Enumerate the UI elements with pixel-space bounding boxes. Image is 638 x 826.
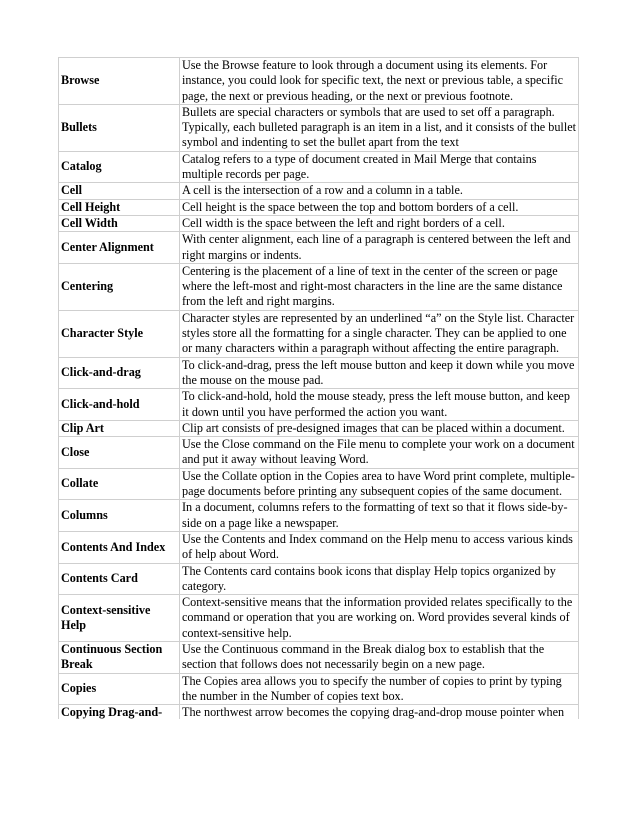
glossary-term: Catalog [59, 151, 180, 183]
glossary-definition: Catalog refers to a type of document created in Mail Merge that contains multiple records per page. [180, 151, 579, 183]
glossary-term: Click-and-drag [59, 357, 180, 389]
glossary-term: Click-and-hold [59, 389, 180, 421]
glossary-definition: Character styles are represented by an underlined “a” on the Style list. Character styles store all the formatting for a single character. They can be applied to one or many characters within a paragraph without affecting the entire paragraph. [180, 310, 579, 357]
glossary-definition: Cell height is the space between the top and bottom borders of a cell. [180, 199, 579, 215]
glossary-definition: The Contents card contains book icons that display Help topics organized by category. [180, 563, 579, 595]
glossary-term: Context-sensitive Help [59, 595, 180, 642]
glossary-term [59, 705, 180, 720]
glossary-term: Copies [59, 673, 180, 705]
glossary-term: Contents Card [59, 563, 180, 595]
table-row [59, 151, 579, 183]
glossary-table [58, 57, 579, 719]
table-row [59, 183, 579, 199]
table-row [59, 199, 579, 215]
glossary-definition-text: The northwest arrow becomes the copying drag-and-drop mouse pointer when [182, 705, 565, 720]
glossary-definition: To click-and-drag, press the left mouse button and keep it down while you move the mouse on the mouse pad. [180, 357, 579, 389]
document-page [58, 57, 578, 719]
table-row [59, 500, 579, 532]
table-row [59, 437, 579, 469]
glossary-term: Center Alignment [59, 232, 180, 264]
table-row [59, 58, 579, 105]
glossary-definition: Centering is the placement of a line of text in the center of the screen or page where the left-most and right-most characters in the line are the same distance from the left and right margins. [180, 263, 579, 310]
table-row [59, 104, 579, 151]
glossary-body [59, 58, 579, 720]
table-row [59, 389, 579, 421]
glossary-term: Columns [59, 500, 180, 532]
glossary-definition: Use the Contents and Index command on the Help menu to access various kinds of help about Word. [180, 531, 579, 563]
glossary-term: Cell Width [59, 215, 180, 231]
glossary-term: Collate [59, 468, 180, 500]
table-row [59, 420, 579, 436]
table-row [59, 563, 579, 595]
table-row-partial [59, 705, 579, 720]
glossary-definition: Use the Collate option in the Copies area to have Word print complete, multiple-page documents before printing any subsequent copies of the same document. [180, 468, 579, 500]
glossary-definition: A cell is the intersection of a row and a column in a table. [180, 183, 579, 199]
glossary-term: Close [59, 437, 180, 469]
glossary-definition [180, 705, 579, 720]
glossary-term-text: Copying Drag-and- [61, 705, 163, 720]
glossary-term: Continuous Section Break [59, 641, 180, 673]
table-row [59, 215, 579, 231]
table-row [59, 263, 579, 310]
table-row [59, 641, 579, 673]
table-row [59, 232, 579, 264]
table-row [59, 673, 579, 705]
glossary-definition: Clip art consists of pre-designed images that can be placed within a document. [180, 420, 579, 436]
glossary-definition: Cell width is the space between the left and right borders of a cell. [180, 215, 579, 231]
glossary-definition: The Copies area allows you to specify the number of copies to print by typing the number in the Number of copies text box. [180, 673, 579, 705]
glossary-term: Cell Height [59, 199, 180, 215]
glossary-definition: In a document, columns refers to the formatting of text so that it flows side-by-side on a page like a newspaper. [180, 500, 579, 532]
glossary-term: Browse [59, 58, 180, 105]
glossary-definition: Use the Browse feature to look through a document using its elements. For instance, you could look for specific text, the next or previous table, a specific page, the next or previous heading, or the next or previous footnote. [180, 58, 579, 105]
table-row [59, 595, 579, 642]
glossary-term: Clip Art [59, 420, 180, 436]
table-row [59, 310, 579, 357]
glossary-definition: Context-sensitive means that the information provided relates specifically to the command or operation that you are working on. Word provides several kinds of context-sensitive help. [180, 595, 579, 642]
table-row [59, 357, 579, 389]
glossary-definition: To click-and-hold, hold the mouse steady, press the left mouse button, and keep it down until you have performed the action you want. [180, 389, 579, 421]
glossary-term: Bullets [59, 104, 180, 151]
glossary-term: Centering [59, 263, 180, 310]
glossary-definition: With center alignment, each line of a paragraph is centered between the left and right margins or indents. [180, 232, 579, 264]
glossary-definition: Use the Close command on the File menu to complete your work on a document and put it away without leaving Word. [180, 437, 579, 469]
glossary-term: Contents And Index [59, 531, 180, 563]
glossary-definition: Use the Continuous command in the Break dialog box to establish that the section that follows does not necessarily begin on a new page. [180, 641, 579, 673]
glossary-term: Character Style [59, 310, 180, 357]
glossary-definition: Bullets are special characters or symbols that are used to set off a paragraph. Typically, each bulleted paragraph is an item in a list, and it consists of the bullet symbol and indenting to set the bullet apart from the text [180, 104, 579, 151]
table-row [59, 468, 579, 500]
glossary-term: Cell [59, 183, 180, 199]
table-row [59, 531, 579, 563]
